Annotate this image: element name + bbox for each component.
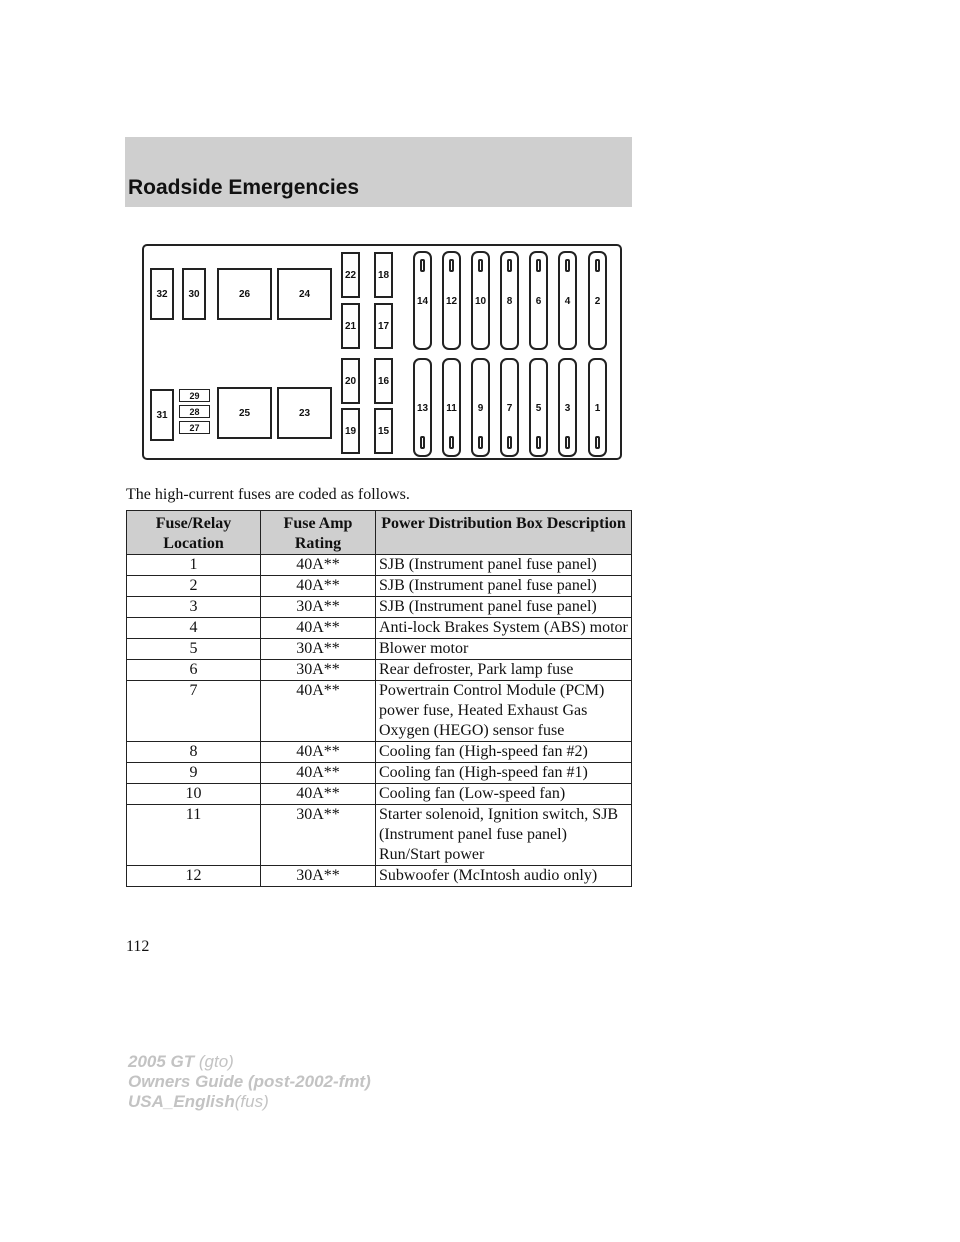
cartridge-fuse-slot xyxy=(471,251,490,350)
description-cell: Cooling fan (Low-speed fan) xyxy=(376,784,632,805)
cartridge-fuse-slot xyxy=(588,358,607,457)
mini-fuse-slot: 21 xyxy=(341,303,360,349)
fuse-location-cell: 12 xyxy=(127,866,261,887)
cartridge-fuse-slot xyxy=(500,358,519,457)
cartridge-fuse-slot xyxy=(471,358,490,457)
cartridge-fuse-slot xyxy=(413,251,432,350)
fuse-number: 3 xyxy=(564,403,571,414)
fuse-terminal xyxy=(565,436,570,449)
column-header: Fuse Amp Rating xyxy=(261,511,376,555)
fuse-number: 1 xyxy=(594,403,601,414)
table-row xyxy=(127,555,632,576)
mini-fuse-slot: 20 xyxy=(341,358,360,404)
fuse-location-cell: 2 xyxy=(127,576,261,597)
cartridge-fuse-slot xyxy=(558,251,577,350)
amp-rating-cell: 40A** xyxy=(261,555,376,576)
footer-guide: Owners Guide (post-2002-fmt) xyxy=(128,1072,371,1091)
amp-rating-cell: 30A** xyxy=(261,866,376,887)
relay-slot: 29 xyxy=(179,389,210,402)
table-header-row xyxy=(127,511,632,555)
amp-rating-cell: 40A** xyxy=(261,681,376,742)
fuse-terminal xyxy=(595,436,600,449)
fuse-number: 13 xyxy=(416,403,429,414)
amp-rating-cell: 30A** xyxy=(261,597,376,618)
description-cell: Blower motor xyxy=(376,639,632,660)
fuse-number: 12 xyxy=(445,296,458,307)
mini-fuse-slot: 17 xyxy=(374,303,393,349)
description-cell: Cooling fan (High-speed fan #2) xyxy=(376,742,632,763)
mini-fuse-slot: 18 xyxy=(374,252,393,298)
amp-rating-cell: 40A** xyxy=(261,763,376,784)
table-row xyxy=(127,742,632,763)
fuse-location-cell: 6 xyxy=(127,660,261,681)
section-title: Roadside Emergencies xyxy=(128,176,360,199)
fuse-terminal xyxy=(449,259,454,272)
description-cell: Anti-lock Brakes System (ABS) motor xyxy=(376,618,632,639)
page-number: 112 xyxy=(126,938,150,955)
fuse-number: 4 xyxy=(564,296,571,307)
cartridge-fuse-slot xyxy=(529,251,548,350)
amp-rating-cell: 30A** xyxy=(261,660,376,681)
table-row xyxy=(127,576,632,597)
fuse-number: 7 xyxy=(506,403,513,414)
fuse-location-cell: 3 xyxy=(127,597,261,618)
description-cell: SJB (Instrument panel fuse panel) xyxy=(376,597,632,618)
fuse-location-cell: 8 xyxy=(127,742,261,763)
description-cell: Cooling fan (High-speed fan #1) xyxy=(376,763,632,784)
relay-slot: 24 xyxy=(277,268,332,320)
fuse-table xyxy=(126,510,632,887)
fuse-terminal xyxy=(478,259,483,272)
footer-model-code: (gto) xyxy=(198,1052,234,1071)
mini-fuse-slot: 22 xyxy=(341,252,360,298)
fuse-location-cell: 5 xyxy=(127,639,261,660)
mini-fuse-slot: 19 xyxy=(341,408,360,454)
mini-fuse-slot: 16 xyxy=(374,358,393,404)
relay-slot: 27 xyxy=(179,421,210,434)
relay-slot: 31 xyxy=(150,389,174,441)
table-row xyxy=(127,618,632,639)
table-row xyxy=(127,660,632,681)
fuse-terminal xyxy=(478,436,483,449)
column-header: Fuse/Relay Location xyxy=(127,511,261,555)
fuse-number: 10 xyxy=(474,296,487,307)
fuse-location-cell: 7 xyxy=(127,681,261,742)
fuse-number: 11 xyxy=(446,403,457,414)
fuse-location-cell: 4 xyxy=(127,618,261,639)
footer-language: USA_English xyxy=(128,1092,235,1111)
footer-model: 2005 GT xyxy=(128,1052,195,1071)
relay-slot: 32 xyxy=(150,268,174,320)
fuse-location-cell: 9 xyxy=(127,763,261,784)
fuse-number: 6 xyxy=(535,296,542,307)
description-cell: Rear defroster, Park lamp fuse xyxy=(376,660,632,681)
fuse-terminal xyxy=(595,259,600,272)
cartridge-fuse-slot xyxy=(442,358,461,457)
fuse-box-diagram xyxy=(142,244,622,460)
table-row xyxy=(127,805,632,866)
mini-fuse-slot: 15 xyxy=(374,408,393,454)
table-row xyxy=(127,866,632,887)
footer xyxy=(128,1052,371,1112)
amp-rating-cell: 40A** xyxy=(261,618,376,639)
relay-slot: 26 xyxy=(217,268,272,320)
fuse-terminal xyxy=(420,259,425,272)
column-header: Power Distribution Box Description xyxy=(376,511,632,555)
table-row xyxy=(127,681,632,742)
amp-rating-cell: 30A** xyxy=(261,639,376,660)
table-row xyxy=(127,763,632,784)
fuse-terminal xyxy=(507,436,512,449)
fuse-terminal xyxy=(536,436,541,449)
fuse-terminal xyxy=(536,259,541,272)
fuse-number: 5 xyxy=(535,403,542,414)
cartridge-fuse-slot xyxy=(558,358,577,457)
intro-text: The high-current fuses are coded as follows. xyxy=(126,486,410,503)
relay-slot: 23 xyxy=(277,387,332,439)
relay-slot: 25 xyxy=(217,387,272,439)
description-cell: Starter solenoid, Ignition switch, SJB (Instrument panel fuse panel) Run/Start power xyxy=(376,805,632,866)
cartridge-fuse-slot xyxy=(442,251,461,350)
relay-slot: 28 xyxy=(179,405,210,418)
relay-slot: 30 xyxy=(182,268,206,320)
fuse-terminal xyxy=(449,436,454,449)
fuse-terminal xyxy=(420,436,425,449)
description-cell: Powertrain Control Module (PCM) power fuse, Heated Exhaust Gas Oxygen (HEGO) sensor fuse xyxy=(376,681,632,742)
fuse-terminal xyxy=(507,259,512,272)
fuse-terminal xyxy=(565,259,570,272)
fuse-number: 2 xyxy=(594,296,601,307)
fuse-location-cell: 1 xyxy=(127,555,261,576)
amp-rating-cell: 40A** xyxy=(261,576,376,597)
description-cell: SJB (Instrument panel fuse panel) xyxy=(376,555,632,576)
amp-rating-cell: 40A** xyxy=(261,784,376,805)
cartridge-fuse-slot xyxy=(500,251,519,350)
amp-rating-cell: 30A** xyxy=(261,805,376,866)
table-row xyxy=(127,784,632,805)
description-cell: Subwoofer (McIntosh audio only) xyxy=(376,866,632,887)
cartridge-fuse-slot xyxy=(529,358,548,457)
amp-rating-cell: 40A** xyxy=(261,742,376,763)
fuse-number: 9 xyxy=(477,403,484,414)
cartridge-fuse-slot xyxy=(588,251,607,350)
fuse-number: 14 xyxy=(416,296,429,307)
table-row xyxy=(127,639,632,660)
fuse-location-cell: 10 xyxy=(127,784,261,805)
fuse-number: 8 xyxy=(506,296,513,307)
cartridge-fuse-slot xyxy=(413,358,432,457)
table-row xyxy=(127,597,632,618)
fuse-location-cell: 11 xyxy=(127,805,261,866)
description-cell: SJB (Instrument panel fuse panel) xyxy=(376,576,632,597)
footer-language-code: (fus) xyxy=(234,1092,269,1111)
